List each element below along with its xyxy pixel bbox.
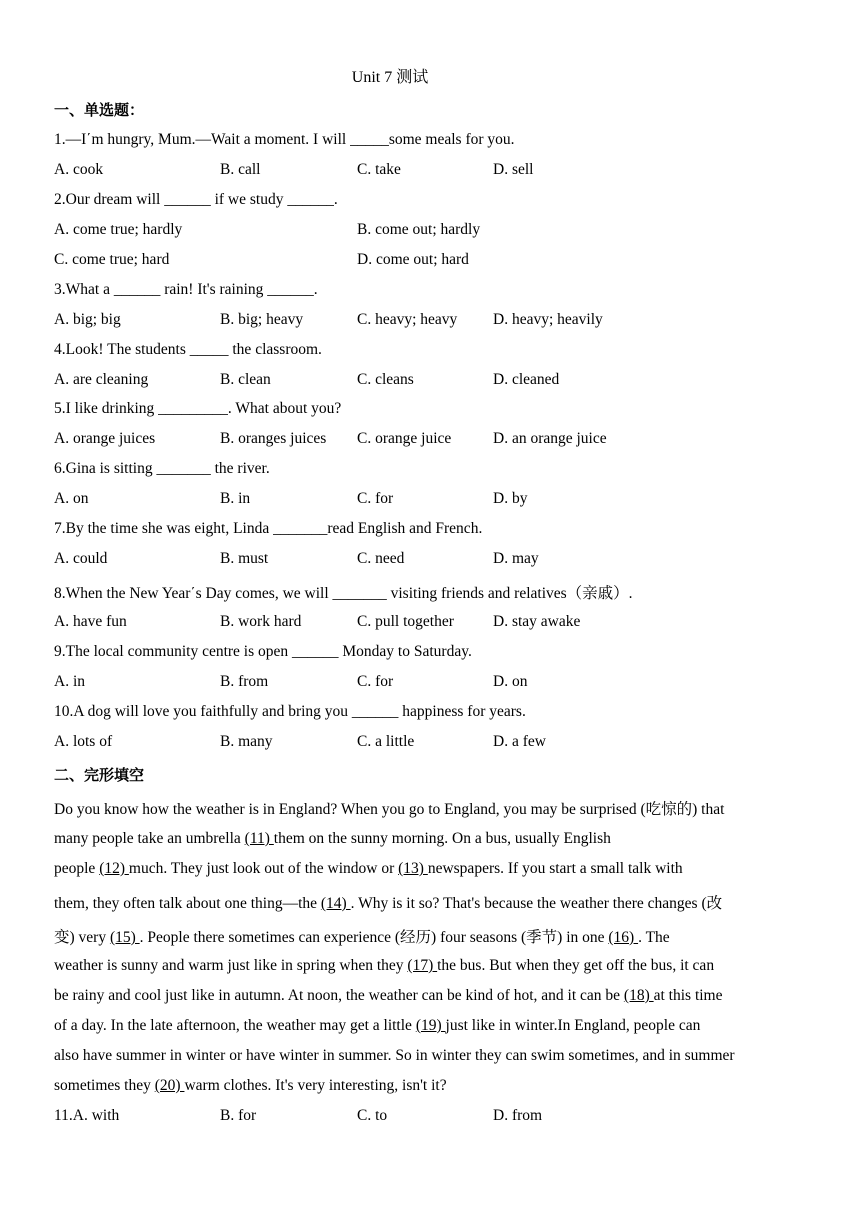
passage-text: at this time bbox=[653, 987, 723, 1004]
question-stem: 8.When the New Year΄s Day comes, we will _______ visiting friends and relatives（亲戚）. bbox=[54, 585, 633, 602]
section-heading-single-choice: 一、单选题： bbox=[54, 101, 145, 119]
passage-text: be rainy and cool just like in autumn. At noon, the weather can be kind of hot, and it can be bbox=[54, 987, 624, 1004]
passage-line bbox=[54, 1077, 447, 1095]
question-stem: 3.What a ______ rain! It's raining ______. bbox=[54, 281, 318, 298]
section-heading-cloze: 二、完形填空 bbox=[54, 766, 145, 784]
question-stem: 2.Our dream will ______ if we study ______. bbox=[54, 191, 338, 208]
cloze-blank[interactable]: (11) bbox=[244, 830, 274, 847]
option-d[interactable]: D. an orange juice bbox=[493, 430, 607, 447]
cloze-blank[interactable]: (20) bbox=[154, 1077, 185, 1094]
passage-line bbox=[54, 957, 714, 975]
option-a[interactable]: A. orange juices bbox=[54, 430, 156, 447]
passage-text: much. They just look out of the window or bbox=[128, 860, 399, 877]
option-a[interactable]: A. could bbox=[54, 550, 108, 567]
passage-text: sometimes they bbox=[54, 1077, 155, 1094]
question-stem: 9.The local community centre is open ______ Monday to Saturday. bbox=[54, 643, 472, 660]
passage-text: weather is sunny and warm just like in spring when they bbox=[54, 957, 408, 974]
option-c[interactable]: C. pull together bbox=[357, 613, 454, 630]
passage-text: . Why is it so? That's because the weather there changes (改 bbox=[350, 895, 723, 912]
option-c[interactable]: C. come true; hard bbox=[54, 251, 170, 268]
option-a[interactable]: A. have fun bbox=[54, 613, 127, 630]
options-row bbox=[54, 550, 814, 572]
passage-text: the bus. But when they get off the bus, it can bbox=[437, 957, 715, 974]
option-d[interactable]: D. a few bbox=[493, 733, 546, 750]
option-c[interactable]: C. a little bbox=[357, 733, 415, 750]
passage-text: them on the sunny morning. On a bus, usually English bbox=[273, 830, 611, 847]
passage-line bbox=[54, 891, 722, 913]
option-d[interactable]: D. heavy; heavily bbox=[493, 311, 603, 328]
option-c[interactable]: C. orange juice bbox=[357, 430, 452, 447]
passage-text: newspapers. If you start a small talk with bbox=[427, 860, 683, 877]
question-stem: 7.By the time she was eight, Linda _______read English and French. bbox=[54, 520, 483, 537]
options-row bbox=[54, 490, 814, 512]
option-a[interactable]: A. in bbox=[54, 673, 85, 690]
option-c[interactable]: C. need bbox=[357, 550, 405, 567]
passage-line bbox=[54, 925, 670, 947]
option-b[interactable]: B. oranges juices bbox=[220, 430, 327, 447]
option-a[interactable]: A. cook bbox=[54, 161, 104, 178]
passage-text: of a day. In the late afternoon, the weather may get a little bbox=[54, 1017, 416, 1034]
passage-text: just like in winter.In England, people can bbox=[445, 1017, 701, 1034]
option-a[interactable]: A. on bbox=[54, 490, 89, 507]
passage-line bbox=[54, 987, 723, 1005]
passage-line bbox=[54, 797, 724, 819]
option-a[interactable]: A. big; big bbox=[54, 311, 121, 328]
passage-line bbox=[54, 830, 611, 848]
options-row bbox=[54, 221, 814, 243]
cloze-option-c[interactable]: C. to bbox=[357, 1107, 388, 1124]
option-b[interactable]: B. big; heavy bbox=[220, 311, 304, 328]
options-row bbox=[54, 371, 814, 393]
options-row bbox=[54, 733, 814, 755]
options-row bbox=[54, 673, 814, 695]
option-d[interactable]: D. on bbox=[493, 673, 528, 690]
option-c[interactable]: C. for bbox=[357, 490, 394, 507]
option-a[interactable]: A. are cleaning bbox=[54, 371, 149, 388]
option-b[interactable]: B. call bbox=[220, 161, 261, 178]
option-b[interactable]: B. from bbox=[220, 673, 269, 690]
options-row bbox=[54, 311, 814, 333]
question-stem: 6.Gina is sitting _______ the river. bbox=[54, 460, 270, 477]
question-stem: 10.A dog will love you faithfully and bring you ______ happiness for years. bbox=[54, 703, 526, 720]
cloze-blank[interactable]: (18) bbox=[623, 987, 654, 1004]
options-row bbox=[54, 613, 814, 635]
passage-text: . The bbox=[638, 929, 670, 946]
cloze-blank[interactable]: (17) bbox=[407, 957, 438, 974]
option-d[interactable]: D. may bbox=[493, 550, 539, 567]
option-d[interactable]: D. sell bbox=[493, 161, 534, 178]
option-b[interactable]: B. clean bbox=[220, 371, 271, 388]
option-c[interactable]: C. cleans bbox=[357, 371, 414, 388]
passage-line bbox=[54, 860, 683, 878]
passage-text: Do you know how the weather is in England? When you go to England, you may be surprised (吃惊的) that bbox=[54, 801, 725, 818]
passage-line bbox=[54, 1047, 735, 1065]
option-c[interactable]: C. take bbox=[357, 161, 401, 178]
option-c[interactable]: C. heavy; heavy bbox=[357, 311, 458, 328]
cloze-blank[interactable]: (14) bbox=[320, 895, 351, 912]
passage-text: also have summer in winter or have winter in summer. So in winter they can swim sometimes, and in summer bbox=[54, 1047, 735, 1064]
cloze-option-a[interactable]: 11.A. with bbox=[54, 1107, 120, 1124]
passage-text: 变) very bbox=[54, 929, 110, 946]
passage-text: many people take an umbrella bbox=[54, 830, 245, 847]
passage-text: warm clothes. It's very interesting, isn't it? bbox=[184, 1077, 447, 1094]
option-b[interactable]: B. many bbox=[220, 733, 273, 750]
question-stem: 4.Look! The students _____ the classroom. bbox=[54, 341, 322, 358]
passage-text: them, they often talk about one thing—the bbox=[54, 895, 321, 912]
options-row bbox=[54, 430, 814, 452]
option-d[interactable]: D. stay awake bbox=[493, 613, 581, 630]
options-row bbox=[54, 161, 814, 183]
option-d[interactable]: D. come out; hard bbox=[357, 251, 469, 268]
cloze-option-d[interactable]: D. from bbox=[493, 1107, 543, 1124]
cloze-option-b[interactable]: B. for bbox=[220, 1107, 257, 1124]
option-a[interactable]: A. come true; hardly bbox=[54, 221, 183, 238]
cloze-blank[interactable]: (13) bbox=[398, 860, 428, 877]
cloze-blank[interactable]: (12) bbox=[99, 860, 129, 877]
option-d[interactable]: D. by bbox=[493, 490, 528, 507]
option-b[interactable]: B. in bbox=[220, 490, 251, 507]
cloze-blank[interactable]: (19) bbox=[415, 1017, 446, 1034]
passage-line bbox=[54, 1017, 700, 1035]
option-b[interactable]: B. must bbox=[220, 550, 269, 567]
option-b[interactable]: B. work hard bbox=[220, 613, 302, 630]
option-a[interactable]: A. lots of bbox=[54, 733, 113, 750]
options-row bbox=[54, 251, 814, 273]
passage-text: people bbox=[54, 860, 100, 877]
cloze-blank[interactable]: (16) bbox=[608, 929, 639, 946]
page-title: Unit 7 测试 bbox=[351, 69, 429, 86]
cloze-question-11 bbox=[54, 1107, 814, 1129]
option-b[interactable]: B. come out; hardly bbox=[357, 221, 481, 238]
question-stem: 5.I like drinking _________. What about you? bbox=[54, 400, 342, 417]
cloze-blank[interactable]: (15) bbox=[109, 929, 140, 946]
question-stem: 1.—I΄m hungry, Mum.—Wait a moment. I will _____some meals for you. bbox=[54, 131, 515, 148]
option-c[interactable]: C. for bbox=[357, 673, 394, 690]
passage-text: . People there sometimes can experience (经历) four seasons (季节) in one bbox=[139, 929, 609, 946]
option-d[interactable]: D. cleaned bbox=[493, 371, 560, 388]
